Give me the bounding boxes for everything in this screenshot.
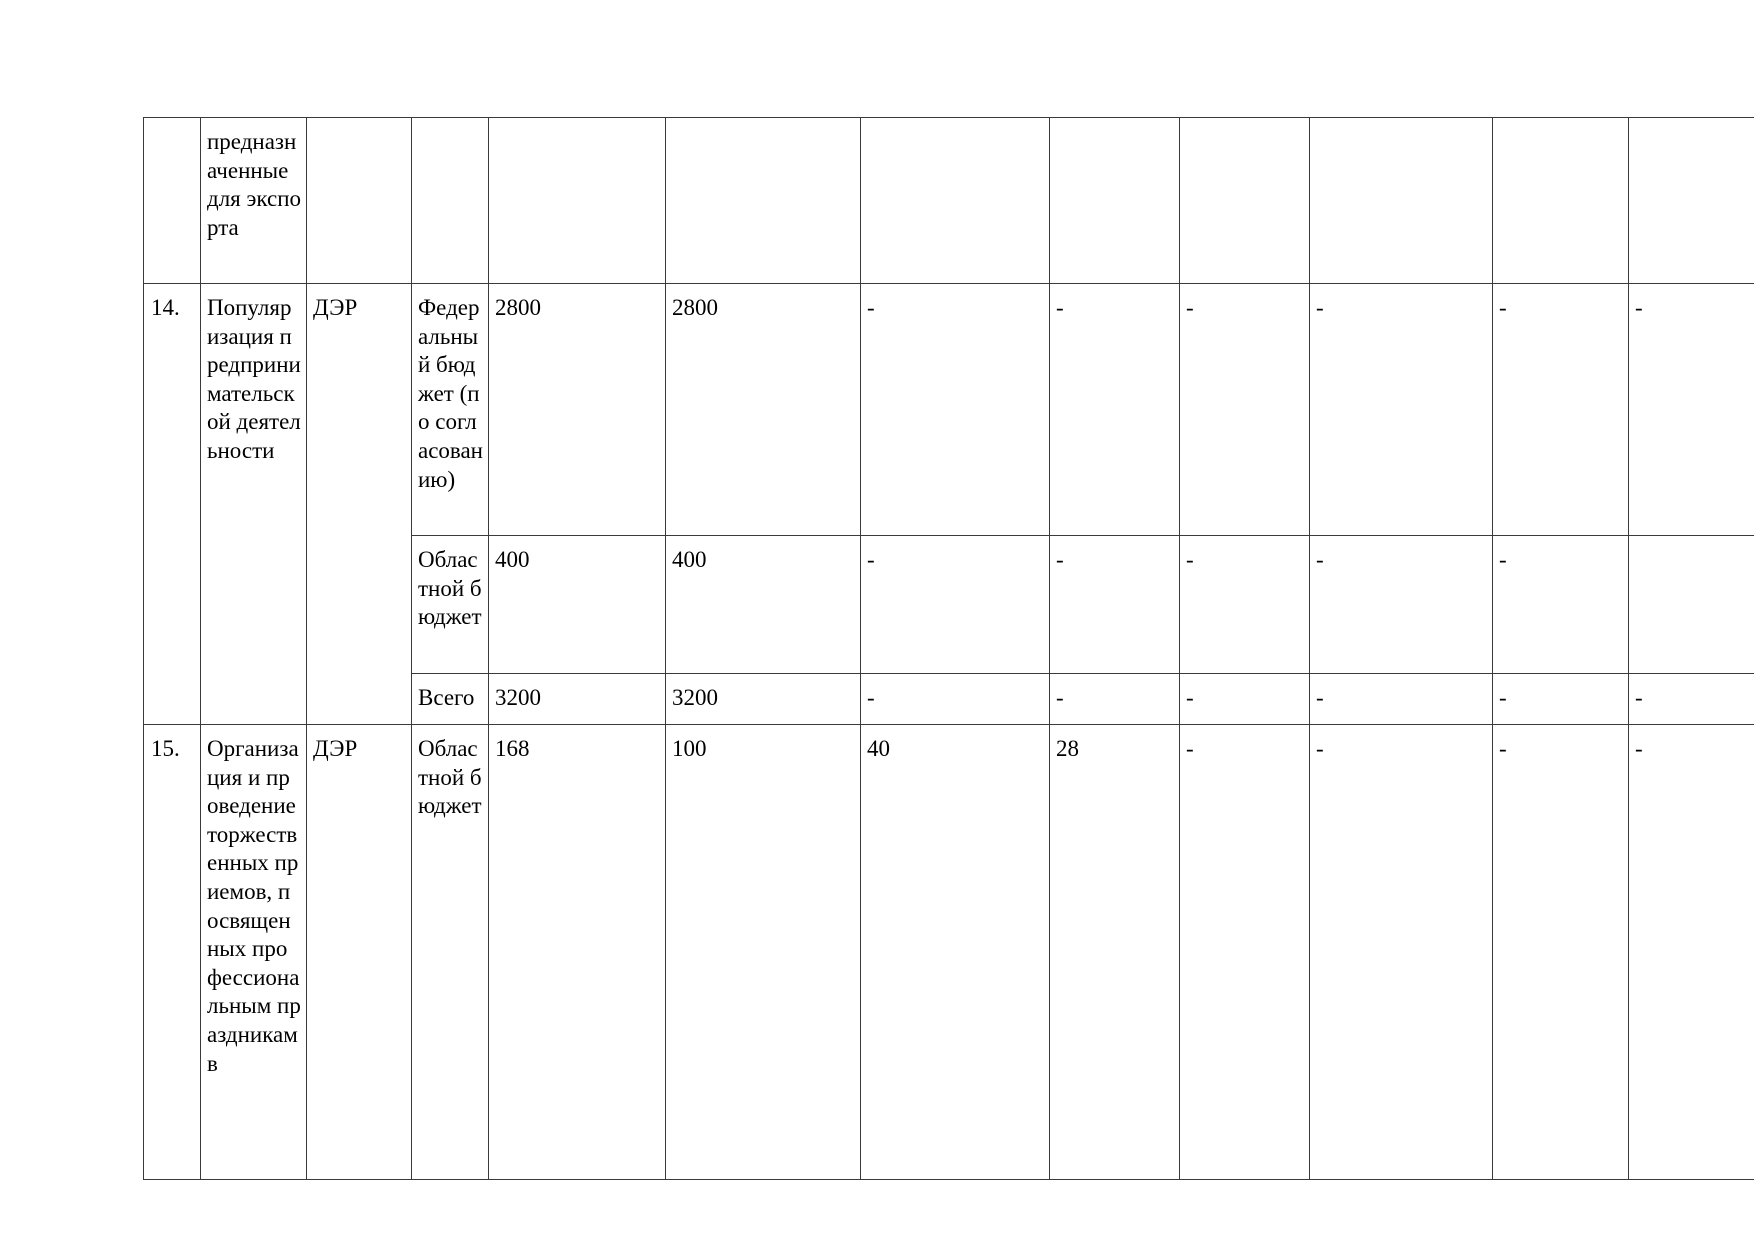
cell-value — [1493, 118, 1629, 284]
cell-value — [489, 674, 666, 725]
cell-source — [412, 725, 489, 1180]
cell-value — [861, 725, 1050, 1180]
cell-value — [1310, 725, 1493, 1180]
cell-value — [1180, 674, 1310, 725]
cell-value — [666, 674, 861, 725]
value-year: 3200 — [672, 685, 718, 710]
value-total: 168 — [495, 736, 530, 761]
funding-source-total: Всего — [418, 685, 475, 710]
value-year: - — [867, 295, 875, 320]
value-year: 400 — [672, 547, 707, 572]
funding-source: Областной бюджет — [418, 547, 482, 630]
value-year: - — [1186, 547, 1194, 572]
cell-source — [412, 118, 489, 284]
cell-value — [1050, 725, 1180, 1180]
cell-number — [144, 118, 201, 284]
cell-source — [412, 536, 489, 674]
cell-activity-name — [201, 725, 307, 1180]
value-total: 2800 — [495, 295, 541, 320]
activity-name: Популяризация предпринимательской деятельности — [207, 295, 301, 463]
cell-value — [1180, 536, 1310, 674]
value-year: 28 — [1056, 736, 1079, 761]
cell-value — [861, 284, 1050, 536]
cell-value — [1050, 118, 1180, 284]
cell-value — [489, 118, 666, 284]
cell-value — [1493, 284, 1629, 536]
value-year: - — [1635, 685, 1643, 710]
table-row — [144, 725, 1754, 1180]
value-year: - — [1056, 547, 1064, 572]
cell-source — [412, 284, 489, 536]
cell-value — [1310, 118, 1493, 284]
cell-value — [1629, 284, 1754, 536]
value-year: 40 — [867, 736, 890, 761]
value-year: - — [867, 685, 875, 710]
cell-value — [666, 118, 861, 284]
cell-value — [1310, 536, 1493, 674]
cell-value — [1180, 284, 1310, 536]
cell-value — [1629, 674, 1754, 725]
value-year: - — [1056, 685, 1064, 710]
cell-value — [1050, 674, 1180, 725]
cell-value — [861, 118, 1050, 284]
value-year: - — [1499, 685, 1507, 710]
cell-value — [666, 725, 861, 1180]
cell-value — [861, 674, 1050, 725]
cell-value — [1310, 284, 1493, 536]
value-year: - — [1316, 295, 1324, 320]
value-year: - — [1635, 736, 1643, 761]
cell-value — [489, 284, 666, 536]
cell-value — [489, 536, 666, 674]
cell-activity-name — [201, 284, 307, 725]
cell-value — [1493, 725, 1629, 1180]
cell-value — [1050, 536, 1180, 674]
activity-name: Организация и проведение торжественных приемов, посвященных профессиональным праздникам в — [207, 736, 301, 1076]
value-year: - — [1316, 685, 1324, 710]
cell-value — [1493, 674, 1629, 725]
executor: ДЭР — [313, 295, 358, 320]
cell-value — [1629, 725, 1754, 1180]
activity-name-continuation: предназначенные для экспорта — [207, 129, 301, 240]
cell-value — [1050, 284, 1180, 536]
budget-table — [143, 117, 1754, 1180]
cell-value — [1629, 536, 1754, 674]
funding-source: Федеральный бюджет (по согласованию) — [418, 295, 483, 492]
cell-value — [1180, 118, 1310, 284]
table-row-continuation — [144, 118, 1754, 284]
funding-source: Областной бюджет — [418, 736, 482, 819]
cell-number — [144, 284, 201, 725]
cell-value — [1310, 674, 1493, 725]
cell-value — [666, 536, 861, 674]
value-total: 400 — [495, 547, 530, 572]
value-year: - — [1499, 547, 1507, 572]
value-year: - — [1056, 295, 1064, 320]
value-year: - — [1316, 736, 1324, 761]
cell-value — [489, 725, 666, 1180]
cell-value — [666, 284, 861, 536]
value-total: 3200 — [495, 685, 541, 710]
value-year: - — [1186, 736, 1194, 761]
table-row — [144, 284, 1754, 536]
row-number: 15. — [151, 736, 180, 761]
value-year: - — [1186, 295, 1194, 320]
value-year: 2800 — [672, 295, 718, 320]
cell-value — [1629, 118, 1754, 284]
cell-executor — [307, 725, 412, 1180]
value-year: - — [1635, 295, 1643, 320]
value-year: - — [1316, 547, 1324, 572]
cell-executor — [307, 118, 412, 284]
cell-value — [1180, 725, 1310, 1180]
cell-activity-name — [201, 118, 307, 284]
cell-value — [1493, 536, 1629, 674]
value-year: - — [1499, 295, 1507, 320]
cell-executor — [307, 284, 412, 725]
value-year: - — [1186, 685, 1194, 710]
cell-value — [861, 536, 1050, 674]
cell-number — [144, 725, 201, 1180]
cell-source — [412, 674, 489, 725]
executor: ДЭР — [313, 736, 358, 761]
value-year: - — [1499, 736, 1507, 761]
value-year: - — [867, 547, 875, 572]
value-year: 100 — [672, 736, 707, 761]
row-number: 14. — [151, 295, 180, 320]
